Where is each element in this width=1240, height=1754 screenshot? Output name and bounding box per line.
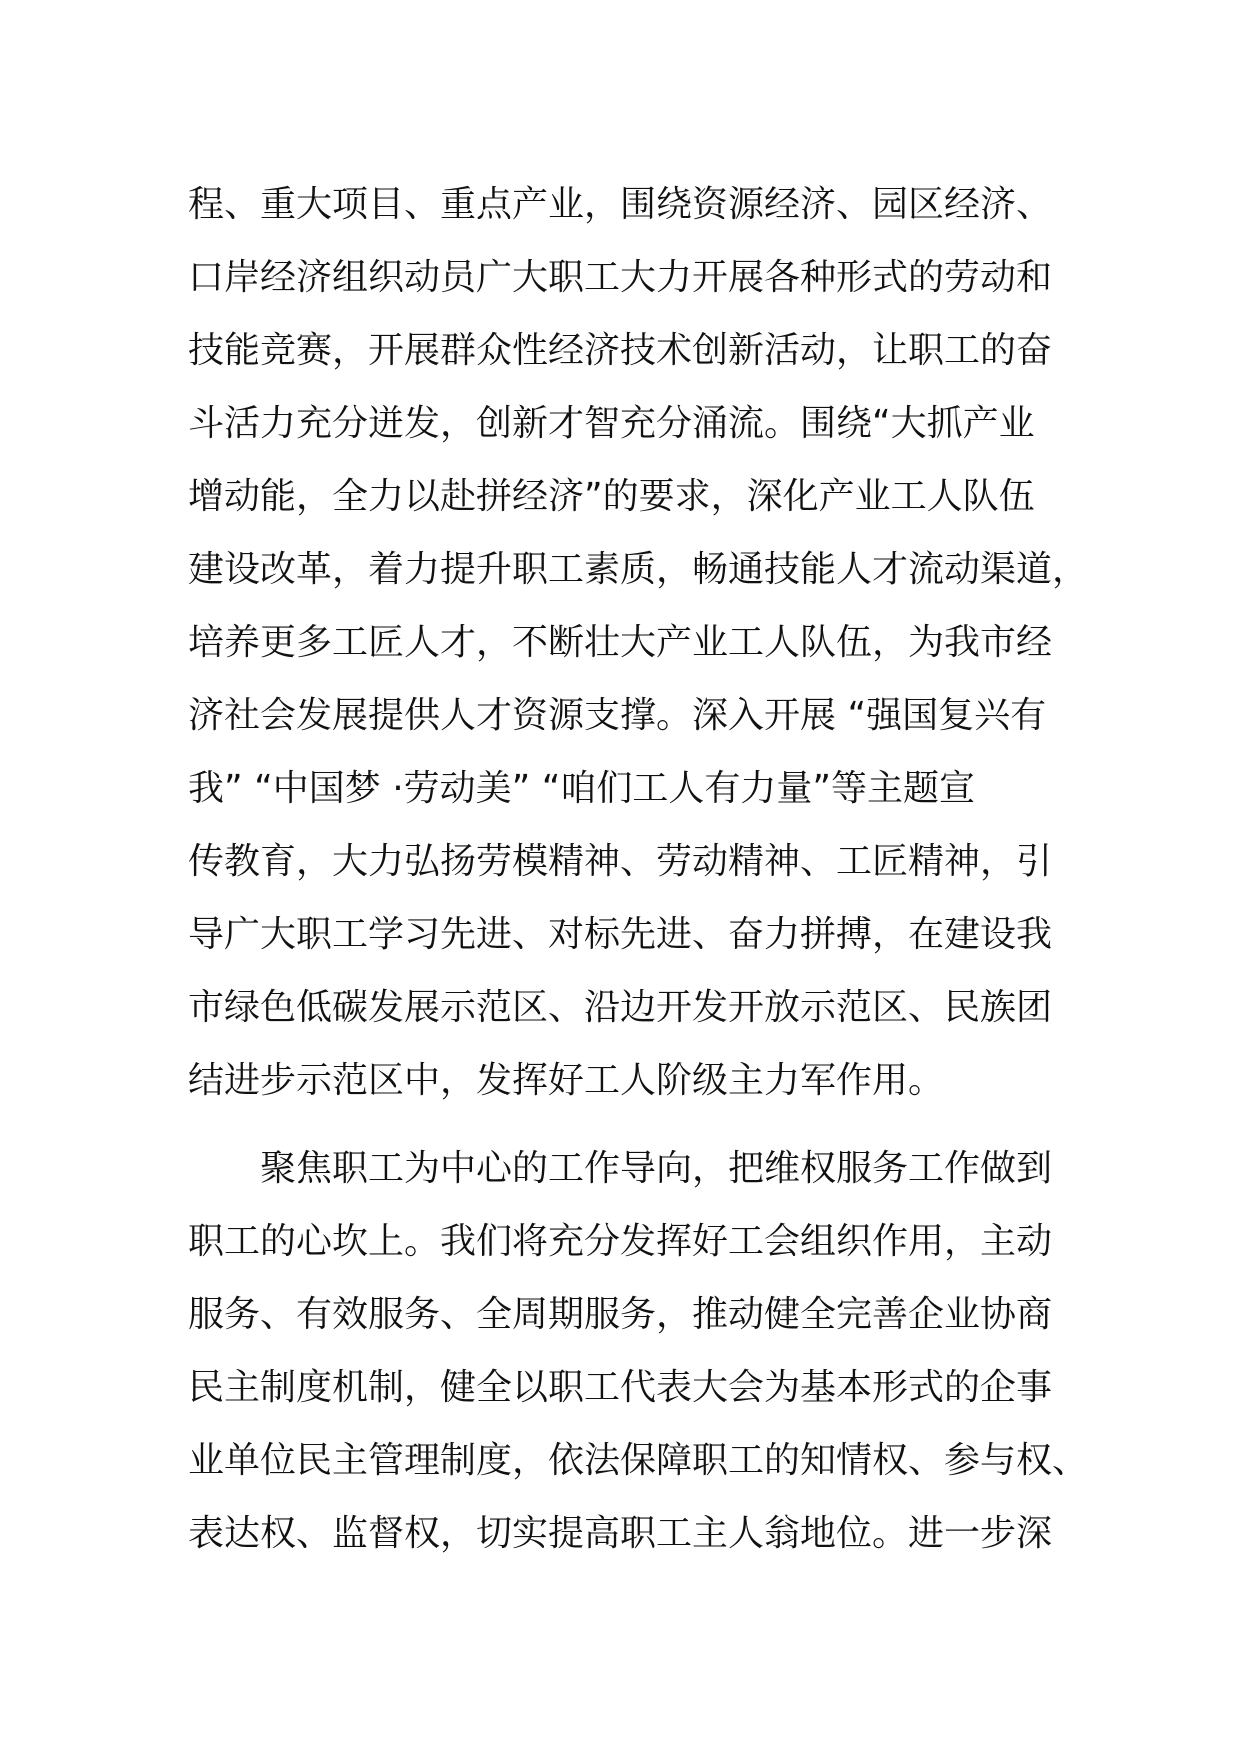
text-line: 结进步示范区中，发挥好工人阶级主力军作用。: [188, 1060, 945, 1101]
text-line: 我” “中国梦 ·劳动美” “咱们工人有力量”等主题宣: [188, 768, 976, 809]
text-line: 职工的心坎上。我们将充分发挥好工会组织作用，主动: [188, 1221, 1053, 1262]
text-line: 服务、有效服务、全周期服务，推动健全完善企业协商: [188, 1294, 1053, 1335]
text-line: 程、重大项目、重点产业，围绕资源经济、园区经济、: [188, 184, 1053, 225]
text-line: 传教育，大力弘扬劳模精神、劳动精神、工匠精神，引: [188, 841, 1053, 882]
text-line: 业单位民主管理制度，依法保障职工的知情权、参与权、: [188, 1440, 1089, 1481]
text-line-indented: 聚焦职工为中心的工作导向，把维权服务工作做到: [260, 1148, 1053, 1189]
text-line: 表达权、监督权，切实提高职工主人翁地位。进一步深: [188, 1513, 1053, 1554]
body-text: [188, 168, 1108, 1570]
text-line: 市绿色低碳发展示范区、沿边开发开放示范区、民族团: [188, 987, 1053, 1028]
text-line: 建设改革，着力提升职工素质，畅通技能人才流动渠道，: [188, 549, 1089, 590]
text-line: 斗活力充分迸发，创新才智充分涌流。围绕“大抓产业: [188, 403, 1035, 444]
paragraph-gap: [188, 1117, 1108, 1132]
text-line: 培养更多工匠人才，不断壮大产业工人队伍，为我市经: [188, 622, 1053, 663]
text-line: 增动能，全力以赴拼经济”的要求，深化产业工人队伍: [188, 476, 1035, 517]
text-line: 民主制度机制，健全以职工代表大会为基本形式的企事: [188, 1367, 1053, 1408]
text-line: 口岸经济组织动员广大职工大力开展各种形式的劳动和: [188, 257, 1053, 298]
text-line: 导广大职工学习先进、对标先进、奋力拼搏，在建设我: [188, 914, 1053, 955]
paragraph-1: [188, 168, 1108, 1117]
text-line: 济社会发展提供人才资源支撑。深入开展 “强国复兴有: [188, 695, 1047, 736]
paragraph-2: [188, 1132, 1108, 1570]
text-line: 技能竞赛，开展群众性经济技术创新活动，让职工的奋: [188, 330, 1053, 371]
